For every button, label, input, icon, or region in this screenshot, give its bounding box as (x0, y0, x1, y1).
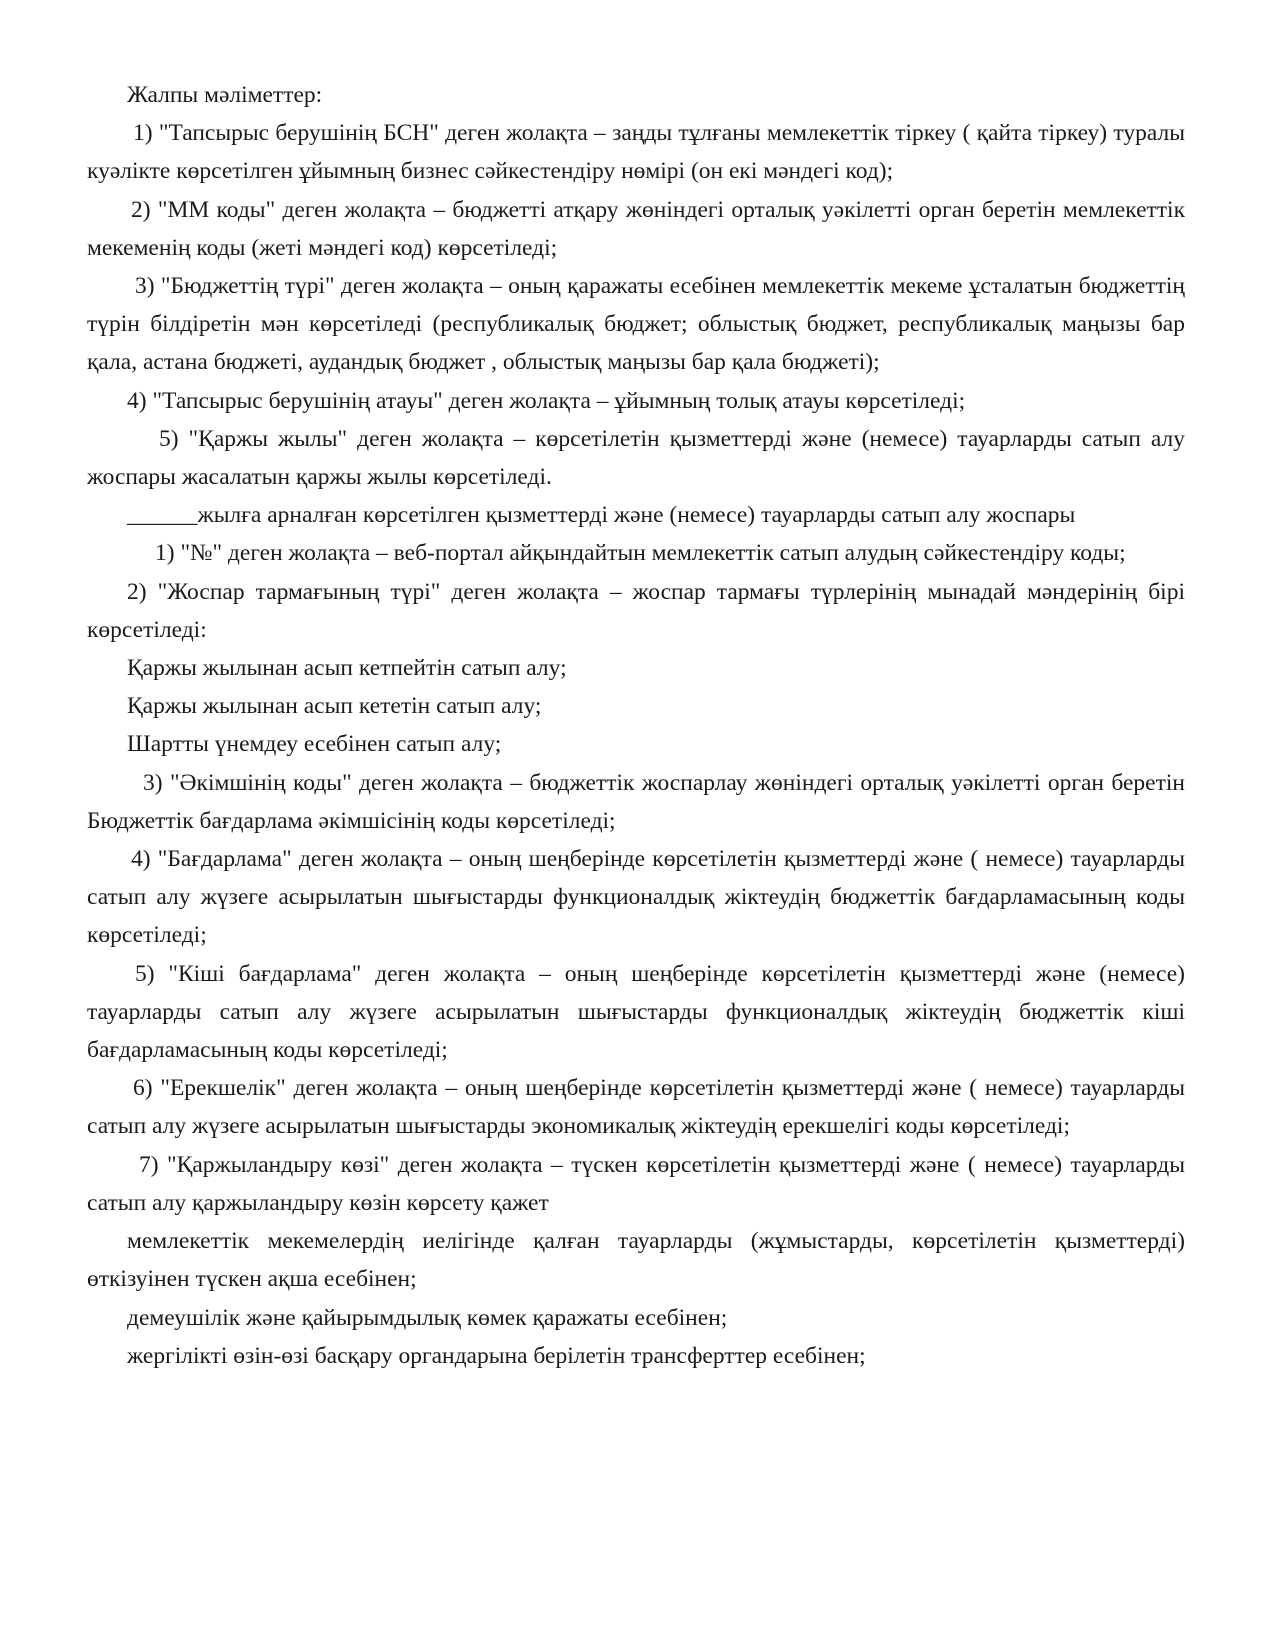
paragraph-customer-bin: 1) "Тапсырыс берушінің БСН" деген жолақта – заңды тұлғаны мемлекеттік тіркеу ( қайта тіркеу) туралы куәлікте көрсетілген ұйымның бизнес сәйкестендіру нөмірі (он екі мәндегі код); (87, 120, 1185, 185)
paragraph-administrator-code: 3) "Әкімшінің коды" деген жолақта – бюджеттік жоспарлау жөніндегі орталық уәкілетті орган беретін Бюджеттік бағдарлама әкімшісінің коды көрсетіледі; (87, 769, 1185, 834)
list-item-funding-3: жергілікті өзін-өзі басқару органдарына берілетін трансферттер есебінен; (127, 1342, 866, 1369)
paragraph-plan-item-type: 2) "Жоспар тармағының түрі" деген жолақта – жоспар тармағы түрлерінің мынадай мәндерінің бірі көрсетіледі: (87, 578, 1185, 643)
paragraph-fiscal-year: 5) "Қаржы жылы" деген жолақта – көрсетілетін қызметтерді және (немесе) тауарларды сатып алу жоспары жасалатын қаржы жылы көрсетіледі. (87, 425, 1185, 491)
paragraph-gi-code: 2) "ММ коды" деген жолақта – бюджетті атқару жөніндегі орталық уәкілетті орган беретін мемлекеттік мекеменің коды (жеті мәндегі код) көрсетіледі; (87, 196, 1185, 261)
document-body (87, 76, 1185, 1375)
paragraph-budget-type: 3) "Бюджеттің түрі" деген жолақта – оның қаражаты есебінен мемлекеттік мекеме ұсталатын бюджеттің түрін білдіретін мән көрсетіледі (республикалық бюджет; облыстық бюджет, республикалық маңызы бар қала, астана бюджеті, аудандық бюджет , облыстық маңызы бар қала бюджеті); (87, 273, 1185, 376)
paragraph-funding-source: 7) "Қаржыландыру көзі" деген жолақта – түскен көрсетілетін қызметтерді және ( немесе) тауарларды сатып алу қаржыландыру көзін көрсету қажет (87, 1151, 1185, 1216)
paragraph-subprogram: 5) "Кіші бағдарлама" деген жолақта – оның шеңберінде көрсетілетін қызметтерді және (немесе) тауарларды сатып алу жүзеге асырылатын шығыстарды функционалдық жіктеудің бюджеттік кіші бағдарламасының коды көрсетіледі; (87, 960, 1185, 1064)
paragraph-program: 4) "Бағдарлама" деген жолақта – оның шеңберінде көрсетілетін қызметтерді және ( немесе) тауарларды сатып алу жүзеге асырылатын шығыстарды функционалдық жіктеудің бюджеттік бағдарламасының коды көрсетіледі; (87, 846, 1185, 949)
paragraph-specifics: 6) "Ерекшелік" деген жолақта – оның шеңберінде көрсетілетін қызметтерді және ( немесе) тауарларды сатып алу жүзеге асырылатын шығыстарды экономикалық жіктеудің ерекшелігі коды көрсетіледі; (87, 1075, 1185, 1140)
list-item-funding-2: демеушілік және қайырымдылық көмек қаражаты есебінен; (127, 1304, 728, 1331)
list-item-funding-1: мемлекеттік мекемелердің иелігінде қалған тауарларды (жұмыстарды, көрсетілетін қызметтерді) өткізуінен түскен ақша есебінен; (87, 1228, 1185, 1293)
list-item-plan-type-1: Қаржы жылынан асып кетпейтін сатып алу; (127, 655, 567, 682)
section-heading-procurement-plan: ______жылға арналған көрсетілген қызметтерді және (немесе) тауарларды сатып алу жоспары (127, 502, 1076, 529)
section-heading-general-info: Жалпы мәліметтер: (127, 82, 323, 108)
paragraph-number-field: 1) "№" деген жолақта – веб-портал айқындайтын мемлекеттік сатып алудың сәйкестендіру коды; (155, 540, 1126, 567)
list-item-plan-type-2: Қаржы жылынан асып кететін сатып алу; (127, 693, 542, 720)
list-item-plan-type-3: Шартты үнемдеу есебінен сатып алу; (127, 731, 502, 758)
paragraph-customer-name: 4) "Тапсырыс берушінің атауы" деген жолақта – ұйымның толық атауы көрсетіледі; (127, 387, 966, 414)
